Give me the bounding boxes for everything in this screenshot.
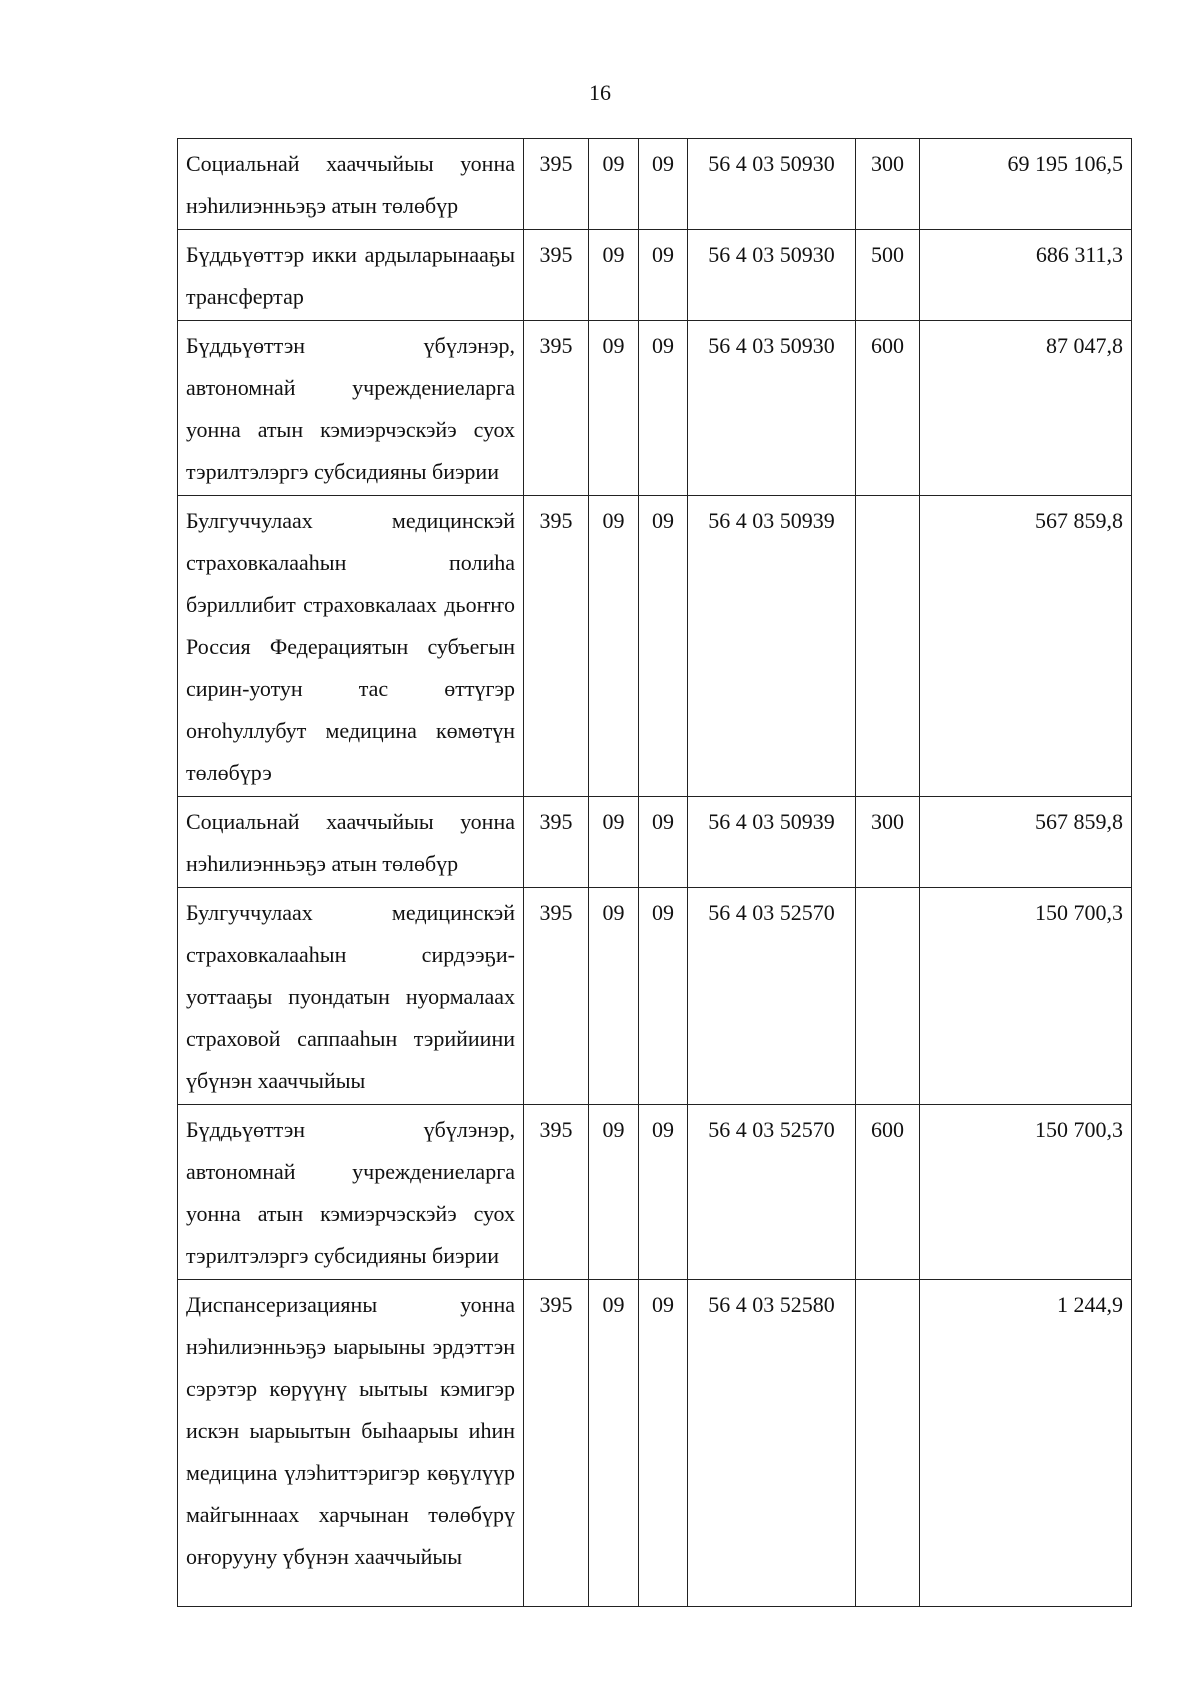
row-amount: 567 859,8: [920, 496, 1132, 797]
row-type: 600: [856, 1105, 920, 1280]
row-col-395: 395: [524, 1105, 589, 1280]
row-description: Булгуччулаах медицинскэй страховкалааһын сирдээҕи-уоттааҕы пуондатын нуормалаах страховой саппааһын тэрийиини үбүнэн хааччыйыы: [178, 888, 524, 1105]
row-subsection: 09: [639, 139, 688, 230]
row-section: 09: [589, 1105, 639, 1280]
row-type: 300: [856, 139, 920, 230]
row-col-395: 395: [524, 1280, 589, 1607]
row-code: 56 4 03 52580: [688, 1280, 856, 1607]
row-description: Социальнай хааччыйыы уонна нэһилиэнньэҕэ атын төлөбүр: [178, 139, 524, 230]
budget-table: [177, 138, 1132, 1607]
row-section: 09: [589, 230, 639, 321]
row-section: 09: [589, 496, 639, 797]
row-section: 09: [589, 321, 639, 496]
row-col-395: 395: [524, 230, 589, 321]
row-subsection: 09: [639, 230, 688, 321]
row-amount: 69 195 106,5: [920, 139, 1132, 230]
row-code: 56 4 03 50939: [688, 496, 856, 797]
row-code: 56 4 03 50930: [688, 321, 856, 496]
row-subsection: 09: [639, 888, 688, 1105]
row-col-395: 395: [524, 888, 589, 1105]
row-description: Диспансеризацияны уонна нэһилиэнньэҕэ ыарыыны эрдэттэн сэрэтэр көрүүнү ыытыы кэмигэр искэн ыарыытын быһаарыы иһин медицина үлэһиттэригэр көҕүлүүр майгыннаах харчынан төлөбүрү оҥорууну үбүнэн хааччыйыы: [178, 1280, 524, 1607]
row-type: [856, 888, 920, 1105]
row-type: 600: [856, 321, 920, 496]
row-section: 09: [589, 139, 639, 230]
row-subsection: 09: [639, 1280, 688, 1607]
row-code: 56 4 03 50930: [688, 230, 856, 321]
row-section: 09: [589, 1280, 639, 1607]
row-description: Бүддьүөттэр икки ардыларынааҕы трансфертар: [178, 230, 524, 321]
row-description: Бүддьүөттэн үбүлэнэр, автономнай учреждениеларга уонна атын кэмиэрчэскэйэ суох тэрилтэлэргэ субсидияны биэрии: [178, 321, 524, 496]
row-type: 500: [856, 230, 920, 321]
table-row: [178, 1105, 1132, 1280]
row-description: Бүддьүөттэн үбүлэнэр, автономнай учреждениеларга уонна атын кэмиэрчэскэйэ суох тэрилтэлэргэ субсидияны биэрии: [178, 1105, 524, 1280]
row-code: 56 4 03 52570: [688, 1105, 856, 1280]
row-subsection: 09: [639, 321, 688, 496]
row-amount: 150 700,3: [920, 888, 1132, 1105]
row-code: 56 4 03 50930: [688, 139, 856, 230]
row-section: 09: [589, 888, 639, 1105]
row-description: Социальнай хааччыйыы уонна нэһилиэнньэҕэ атын төлөбүр: [178, 797, 524, 888]
row-subsection: 09: [639, 496, 688, 797]
table-row: [178, 888, 1132, 1105]
page-number: 16: [589, 80, 611, 105]
row-amount: 150 700,3: [920, 1105, 1132, 1280]
row-type: 300: [856, 797, 920, 888]
row-col-395: 395: [524, 139, 589, 230]
table-row: [178, 230, 1132, 321]
row-subsection: 09: [639, 1105, 688, 1280]
table-row: [178, 496, 1132, 797]
row-amount: 567 859,8: [920, 797, 1132, 888]
table-row: [178, 1280, 1132, 1607]
row-section: 09: [589, 797, 639, 888]
row-amount: 686 311,3: [920, 230, 1132, 321]
row-col-395: 395: [524, 797, 589, 888]
row-code: 56 4 03 50939: [688, 797, 856, 888]
table-row: [178, 797, 1132, 888]
row-col-395: 395: [524, 321, 589, 496]
row-amount: 1 244,9: [920, 1280, 1132, 1607]
table-row: [178, 139, 1132, 230]
row-type: [856, 496, 920, 797]
row-col-395: 395: [524, 496, 589, 797]
table-row: [178, 321, 1132, 496]
row-amount: 87 047,8: [920, 321, 1132, 496]
row-type: [856, 1280, 920, 1607]
row-code: 56 4 03 52570: [688, 888, 856, 1105]
row-subsection: 09: [639, 797, 688, 888]
row-description: Булгуччулаах медицинскэй страховкалааһын полиһа бэриллибит страховкалаах дьоҥҥо Россия Федерациятын субъегын сирин-уотун тас өттүгэр оҥоһуллубут медицина көмөтүн төлөбүрэ: [178, 496, 524, 797]
